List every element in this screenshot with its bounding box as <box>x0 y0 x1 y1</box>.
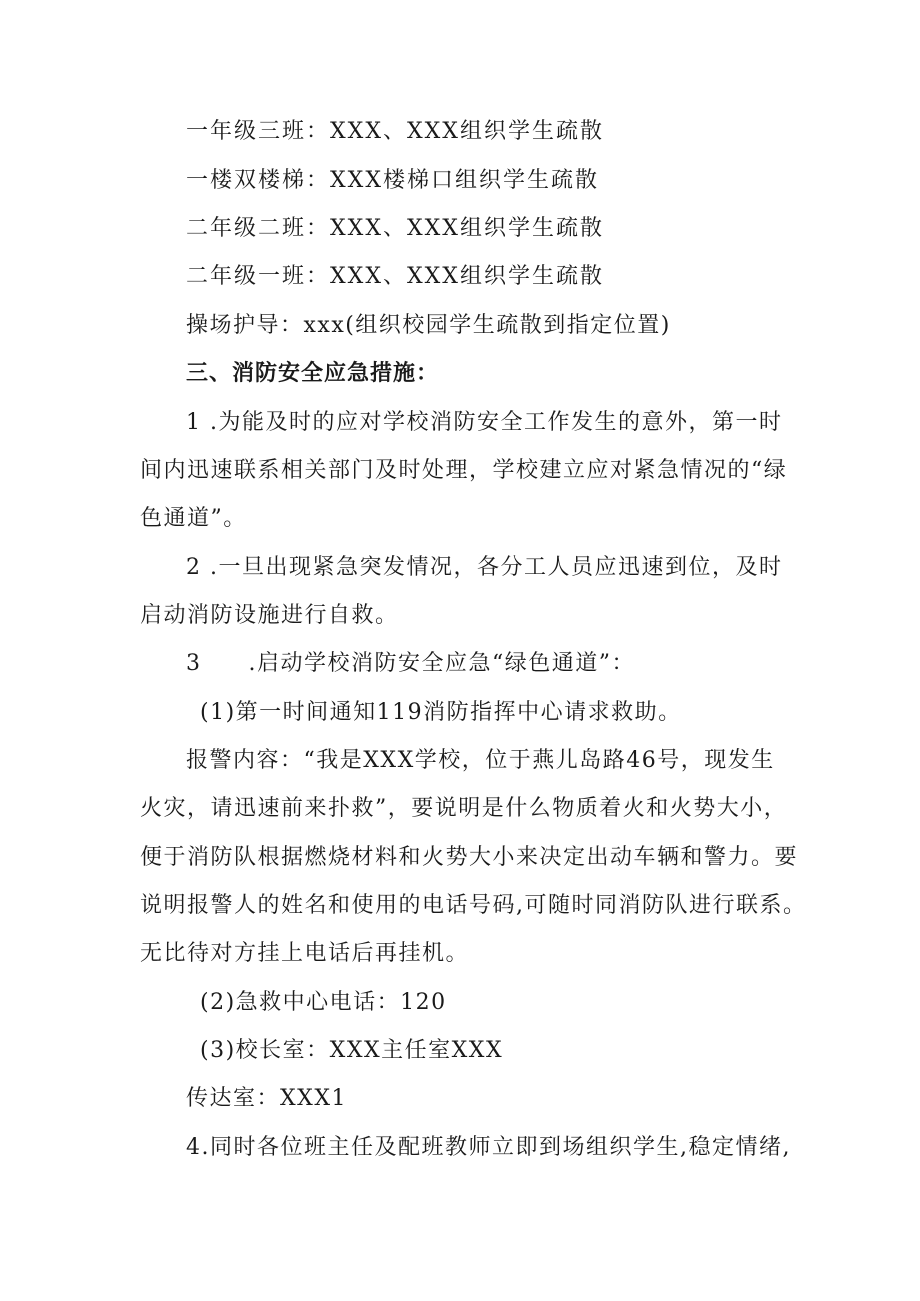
paragraph-line: 传达室：XXX1 <box>186 1086 347 1111</box>
paragraph-line: 报警内容：“我是XXX学校，位于燕儿岛路46号，现发生 <box>186 748 775 773</box>
section-heading: 三、消防安全应急措施： <box>186 361 440 386</box>
paragraph-line: 间内迅速联系相关部门及时处理，学校建立应对紧急情况的“绿 <box>140 458 788 483</box>
paragraph-line-class-2-2: 二年级二班：XXX、XXX组织学生疏散 <box>186 216 604 241</box>
paragraph-line: 无比待对方挂上电话后再挂机。 <box>140 941 470 966</box>
paragraph-line: (1)第一时间通知119消防指挥中心请求救助。 <box>200 700 682 725</box>
paragraph-line: 4.同时各位班主任及配班教师立即到场组织学生,稳定情绪, <box>186 1135 791 1160</box>
paragraph-line: 1 .为能及时的应对学校消防安全工作发生的意外，第一时 <box>186 410 783 435</box>
paragraph-line: 说明报警人的姓名和使用的电话号码,可随时同消防队进行联系。 <box>140 893 807 918</box>
paragraph-line-class-1-3: 一年级三班：XXX、XXX组织学生疏散 <box>186 119 604 144</box>
paragraph-line-stairs: 一楼双楼梯：XXX楼梯口组织学生疏散 <box>186 168 599 193</box>
paragraph-line: (3)校长室：XXX主任室XXX <box>200 1038 504 1063</box>
paragraph-line: 色通道”。 <box>140 506 247 531</box>
paragraph-line-class-2-1: 二年级一班：XXX、XXX组织学生疏散 <box>186 264 604 289</box>
paragraph-line: 火灾，请迅速前来扑救”，要说明是什么物质着火和火势大小， <box>140 796 788 821</box>
paragraph-line: 2 .一旦出现紧急突发情况，各分工人员应迅速到位，及时 <box>186 555 783 580</box>
paragraph-line: (2)急救中心电话：120 <box>200 990 447 1015</box>
paragraph-line: 便于消防队根据燃烧材料和火势大小来决定出动车辆和警力。要 <box>140 845 799 870</box>
paragraph-line: 启动消防设施进行自救。 <box>140 603 399 628</box>
paragraph-line-playground: 操场护导：xxx(组织校园学生疏散到指定位置) <box>186 313 671 338</box>
paragraph-line: 3 .启动学校消防安全应急“绿色通道”： <box>186 651 635 676</box>
